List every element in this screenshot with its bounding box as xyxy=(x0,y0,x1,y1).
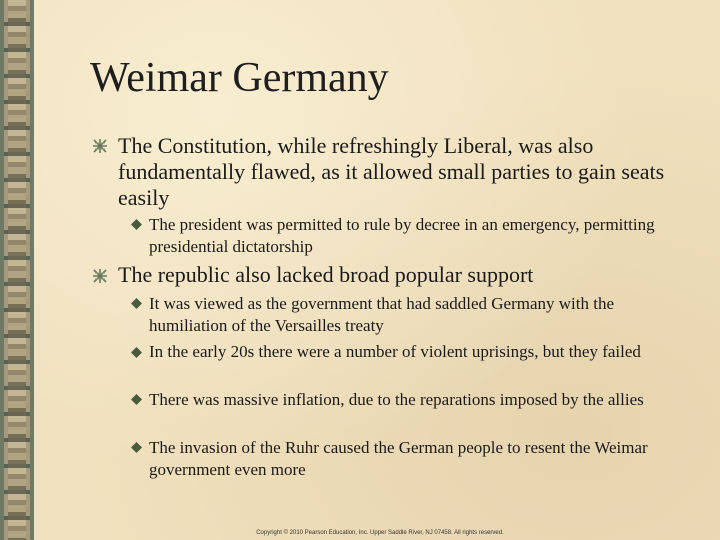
cross-star-bullet-icon xyxy=(93,269,107,283)
sub-bullet-2-2: In the early 20s there were a number of violent uprisings, but they failed xyxy=(149,342,641,361)
diamond-bullet-icon xyxy=(131,347,142,358)
diamond-bullet-icon xyxy=(131,394,142,405)
sub-bullet-2-4: The invasion of the Ruhr caused the German people to resent the Weimar government even more xyxy=(149,438,648,479)
footer-text: Copyright © 2010 Pearson Education, Inc. Upper Saddle River, NJ 07458. All rights reserved. xyxy=(256,530,504,536)
diamond-bullet-icon xyxy=(131,298,142,309)
sub-bullet-2-3: There was massive inflation, due to the reparations imposed by the allies xyxy=(149,390,644,409)
copyright-footer xyxy=(0,530,720,536)
diamond-bullet-icon xyxy=(131,219,142,230)
bullet-1: The Constitution, while refreshingly Liberal, was also fundamentally flawed, as it allowed small parties to gain seats easily xyxy=(118,133,665,210)
sub-bullet-2-1: It was viewed as the government that had saddled Germany with the humiliation of the Versailles treaty xyxy=(149,294,615,335)
bullet-2: The republic also lacked broad popular support xyxy=(118,262,534,287)
cross-star-bullet-icon xyxy=(93,139,107,153)
sub-bullet-1-1: The president was permitted to rule by decree in an emergency, permitting presidential dictatorship xyxy=(149,215,655,256)
diamond-bullet-icon xyxy=(131,442,142,453)
slide-title: Weimar Germany xyxy=(90,55,389,101)
decorative-border xyxy=(0,0,34,540)
